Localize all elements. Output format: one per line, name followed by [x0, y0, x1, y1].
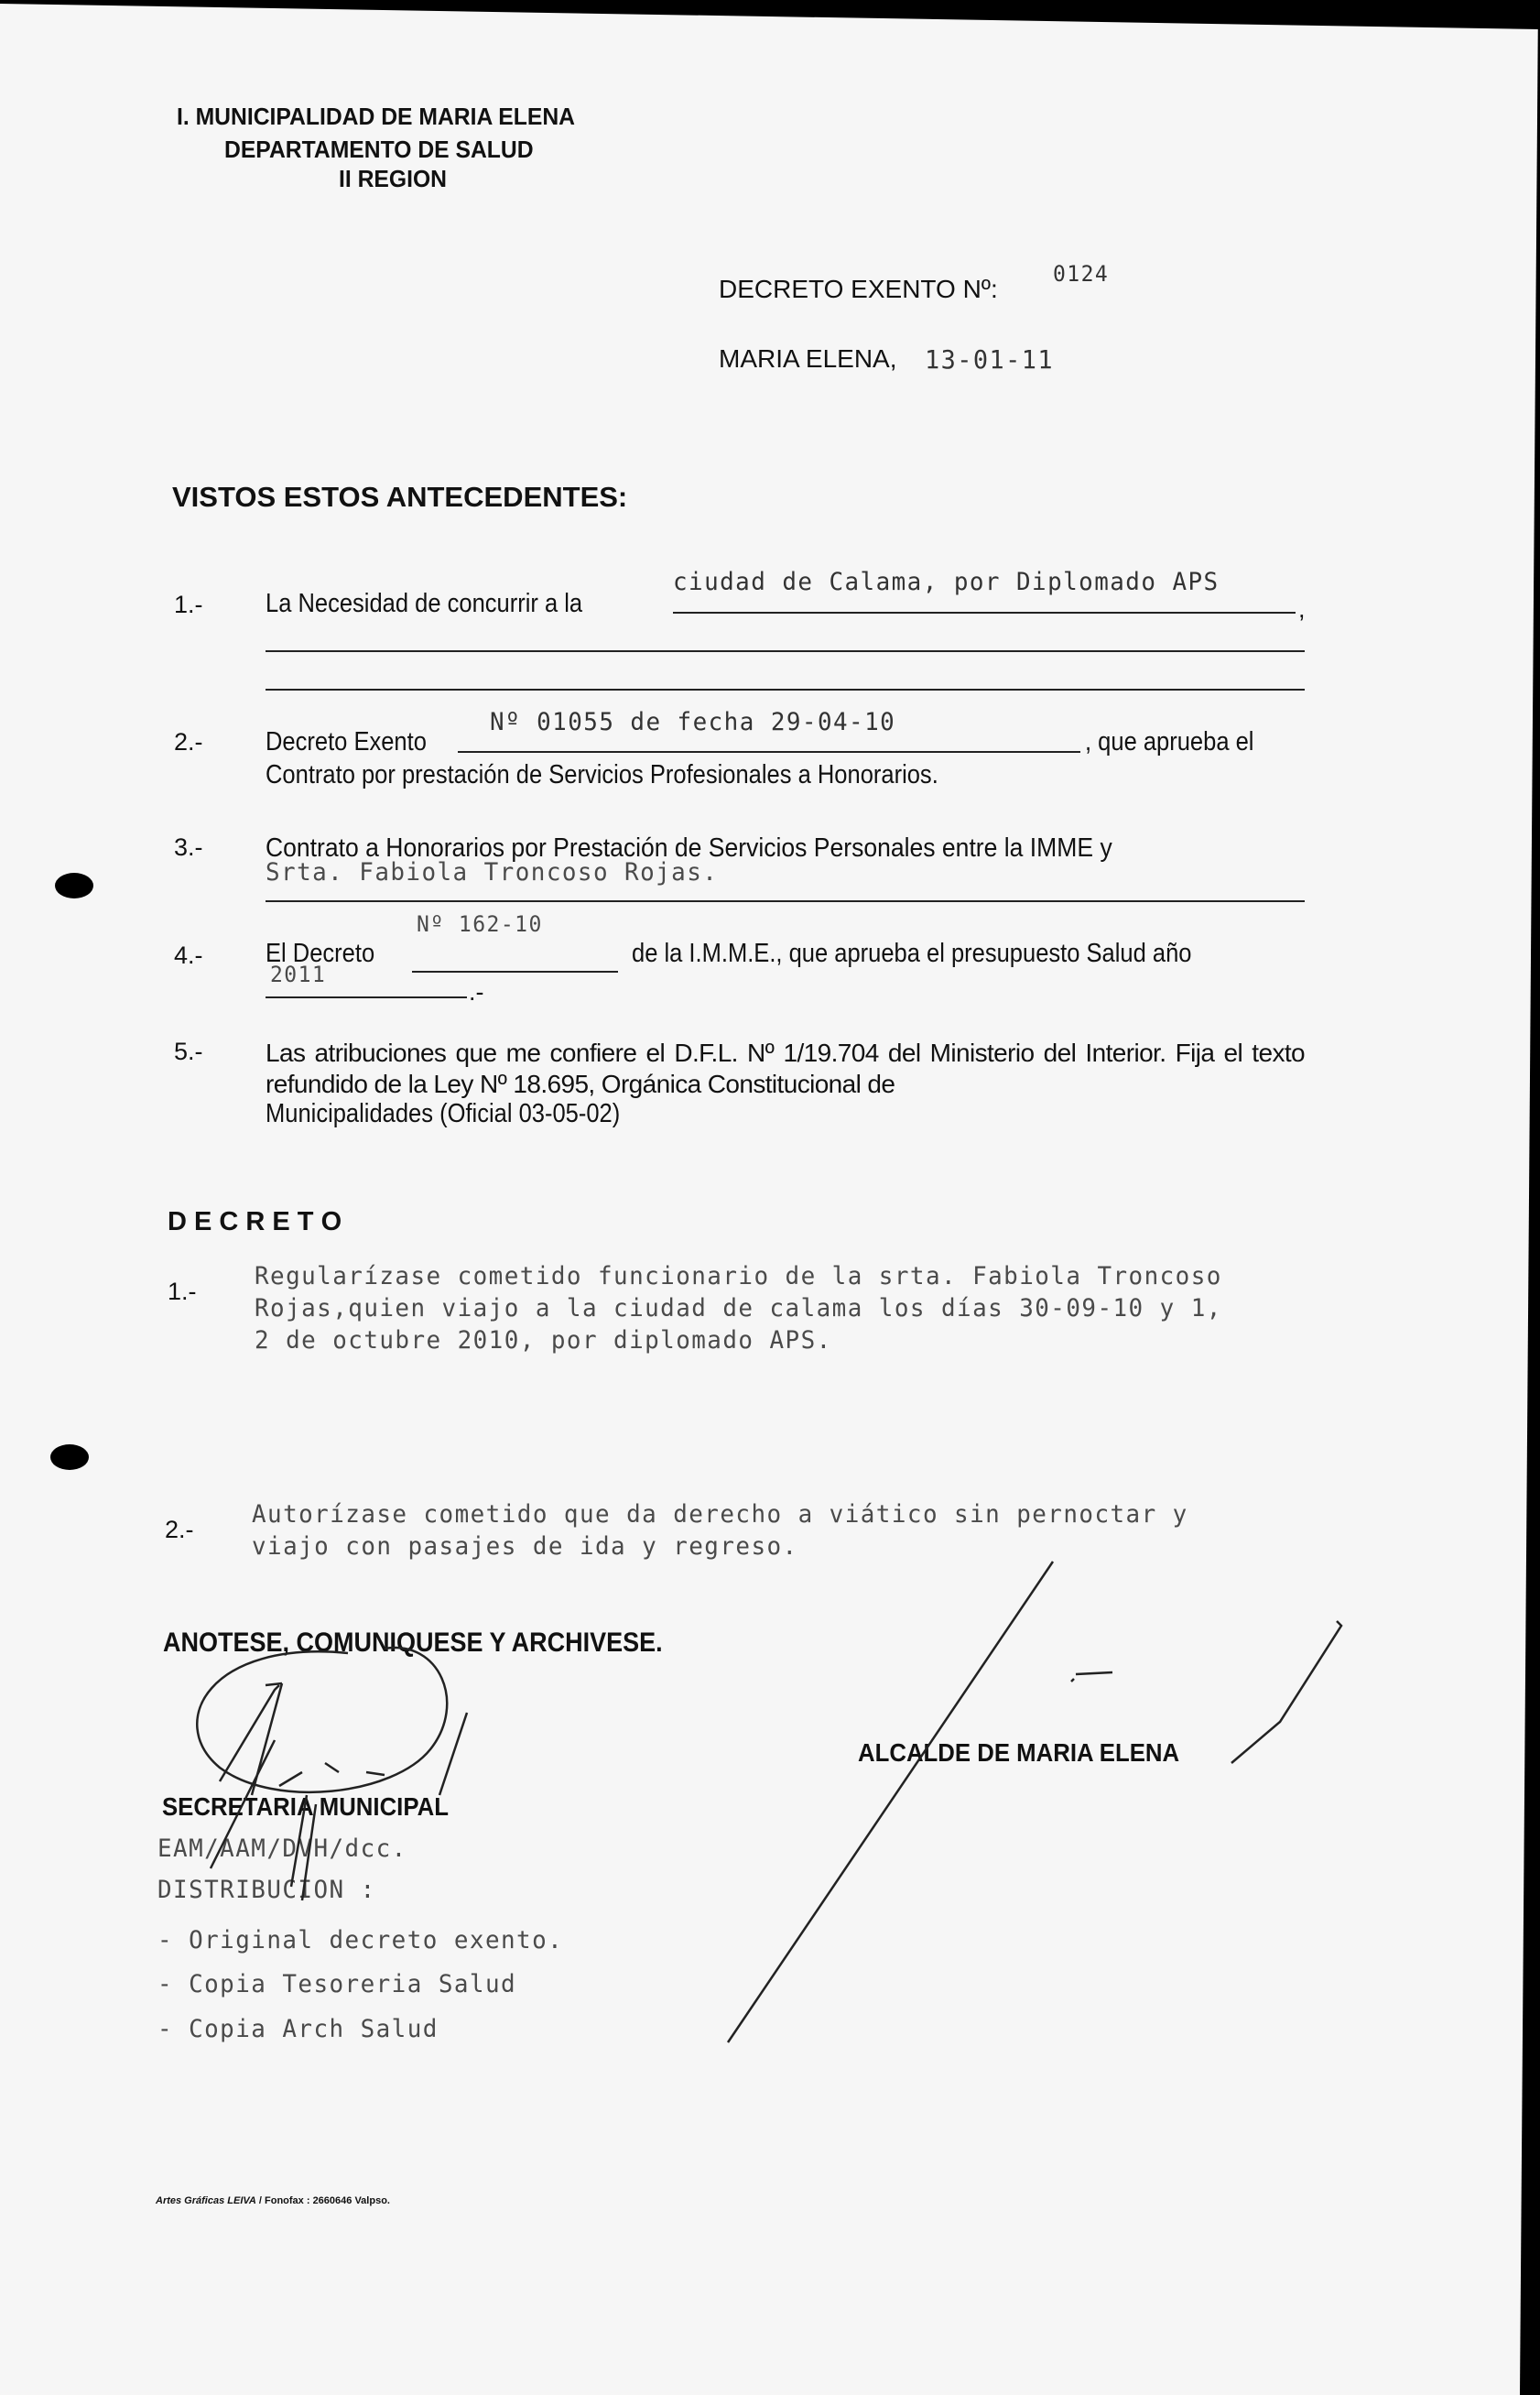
vistos-item-3-text: Contrato a Honorarios por Prestación de Servicios Personales entre la IMME y [266, 833, 1112, 863]
distribucion-item-1: - Original decreto exento. [157, 1926, 564, 1954]
vistos-item-1-comma: , [1298, 595, 1306, 623]
vistos-item-4-year: 2011 [270, 962, 327, 987]
vistos-item-1-number: 1.- [174, 591, 203, 618]
vistos-item-5-number: 5.- [174, 1038, 203, 1065]
vistos-item-2-trail: , que aprueba el [1085, 727, 1254, 757]
header-municipality: I. MUNICIPALIDAD DE MARIA ELENA [177, 103, 575, 130]
vistos-item-3-number: 3.- [174, 833, 203, 861]
vistos-item-4-number: 4.- [174, 942, 203, 969]
printer-name: Artes Gráficas LEIVA [156, 2195, 256, 2206]
decreto-item-1-line-3: 2 de octubre 2010, por diplomado APS. [255, 1326, 832, 1355]
vistos-item-2-line2: Contrato por prestación de Servicios Profesionales a Honorarios. [266, 760, 938, 789]
vistos-item-4-typed: Nº 162-10 [417, 911, 543, 937]
decreto-item-2-line-2: viajo con pasajes de ida y regreso. [252, 1532, 798, 1561]
vistos-item-1-text: La Necesidad de concurrir a la [266, 589, 583, 618]
vistos-heading: VISTOS ESTOS ANTECEDENTES: [172, 481, 628, 513]
vistos-item-5-text: Las atribuciones que me confiere el D.F.L. Nº 1/19.704 del Ministerio del Interior. Fija el texto refundido de la Ley Nº 18.695, Orgánica Constitucional de [266, 1039, 1305, 1098]
vistos-item-4-text: El Decreto [266, 939, 375, 968]
vistos-item-5-line3: Municipalidades (Oficial 03-05-02) [266, 1099, 621, 1128]
vistos-item-3-typed: Srta. Fabiola Troncoso Rojas. [266, 858, 719, 887]
secretaria-title: SECRETARIA MUNICIPAL [162, 1792, 449, 1821]
decree-number: 0124 [1053, 261, 1110, 287]
initials: EAM/AAM/DVH/dcc. [157, 1834, 407, 1863]
decreto-item-1-line-2: Rojas,quien viajo a la ciudad de calama los días 30-09-10 y 1, [255, 1294, 1222, 1323]
vistos-item-1-typed: ciudad de Calama, por Diplomado APS [673, 568, 1220, 596]
decreto-item-2-line-1: Autorízase cometido que da derecho a viático sin pernoctar y [252, 1500, 1188, 1529]
decreto-item-2-number: 2.- [165, 1516, 194, 1543]
vistos-item-4-trail: de la I.M.M.E., que aprueba el presupuesto Salud año [632, 939, 1192, 968]
distribucion-item-2: - Copia Tesoreria Salud [157, 1970, 517, 1998]
decreto-item-1-line-1: Regularízase cometido funcionario de la srta. Fabiola Troncoso [255, 1262, 1222, 1290]
decreto-heading: D E C R E T O [168, 1207, 342, 1236]
place-label: MARIA ELENA, [719, 344, 897, 373]
alcalde-title: ALCALDE DE MARIA ELENA [858, 1738, 1180, 1767]
decree-number-label: DECRETO EXENTO Nº: [719, 275, 998, 303]
vistos-item-4-end: .- [469, 978, 484, 1006]
decree-date: 13-01-11 [925, 344, 1054, 375]
distribucion-item-3: - Copia Arch Salud [157, 2015, 439, 2043]
header-region: II REGION [339, 165, 448, 192]
vistos-item-2-typed: Nº 01055 de fecha 29-04-10 [490, 708, 896, 736]
vistos-item-2-number: 2.- [174, 728, 203, 756]
secretary-signature [197, 1648, 467, 1900]
printer-contact: / Fonofax : 2660646 Valpso. [258, 2195, 390, 2206]
vistos-item-2-text: Decreto Exento [266, 727, 427, 757]
decreto-item-1-number: 1.- [168, 1278, 197, 1305]
mayor-signature [728, 1562, 1341, 2042]
header-department: DEPARTAMENTO DE SALUD [224, 136, 534, 163]
distribucion-label: DISTRIBUCION : [157, 1876, 376, 1904]
anotese-line: ANOTESE, COMUNIQUESE Y ARCHIVESE. [163, 1628, 663, 1658]
